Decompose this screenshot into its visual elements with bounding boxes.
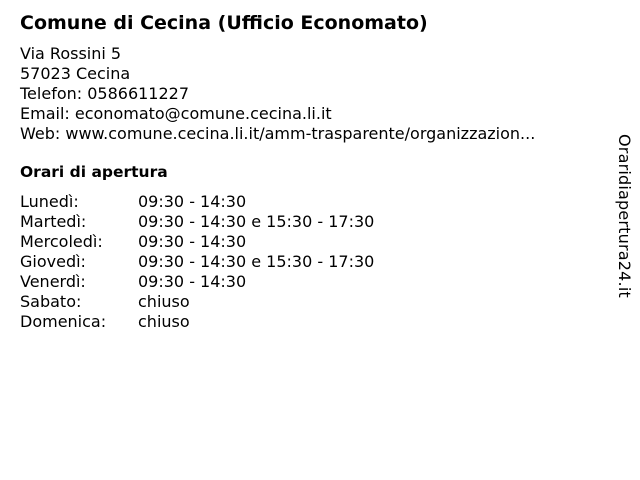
hours-day: Martedì: xyxy=(20,212,87,231)
business-title: Comune di Cecina (Ufficio Economato) xyxy=(20,12,428,34)
hours-time: 09:30 - 14:30 xyxy=(138,232,247,251)
address-city: 57023 Cecina xyxy=(20,64,131,83)
hours-day: Sabato: xyxy=(20,292,82,311)
email-line[interactable]: Email: economato@comune.cecina.li.it xyxy=(20,104,332,123)
hours-row-saturday xyxy=(20,292,610,312)
address-street: Via Rossini 5 xyxy=(20,44,122,63)
hours-day: Venerdì: xyxy=(20,272,86,291)
hours-time: chiuso xyxy=(138,312,190,331)
hours-day: Domenica: xyxy=(20,312,107,331)
hours-time: chiuso xyxy=(138,292,190,311)
hours-time: 09:30 - 14:30 e 15:30 - 17:30 xyxy=(138,252,375,271)
address-block xyxy=(20,44,610,144)
hours-day: Mercoledì: xyxy=(20,232,103,251)
business-card xyxy=(20,10,610,332)
hours-day: Lunedì: xyxy=(20,192,79,211)
hours-time: 09:30 - 14:30 e 15:30 - 17:30 xyxy=(138,212,375,231)
hours-row-monday xyxy=(20,192,610,212)
phone-line[interactable]: Telefon: 0586611227 xyxy=(20,84,190,103)
hours-row-tuesday xyxy=(20,212,610,232)
opening-hours-table xyxy=(20,192,610,332)
hours-row-thursday xyxy=(20,252,610,272)
brand-watermark: Oraridiapertura24.it xyxy=(615,134,634,298)
web-line[interactable]: Web: www.comune.cecina.li.it/amm-trasparente/organizzazion... xyxy=(20,124,536,143)
hours-row-sunday xyxy=(20,312,610,332)
hours-time: 09:30 - 14:30 xyxy=(138,192,247,211)
opening-hours-heading: Orari di apertura xyxy=(20,163,168,181)
hours-row-wednesday xyxy=(20,232,610,252)
hours-day: Giovedì: xyxy=(20,252,86,271)
hours-row-friday xyxy=(20,272,610,292)
hours-time: 09:30 - 14:30 xyxy=(138,272,247,291)
